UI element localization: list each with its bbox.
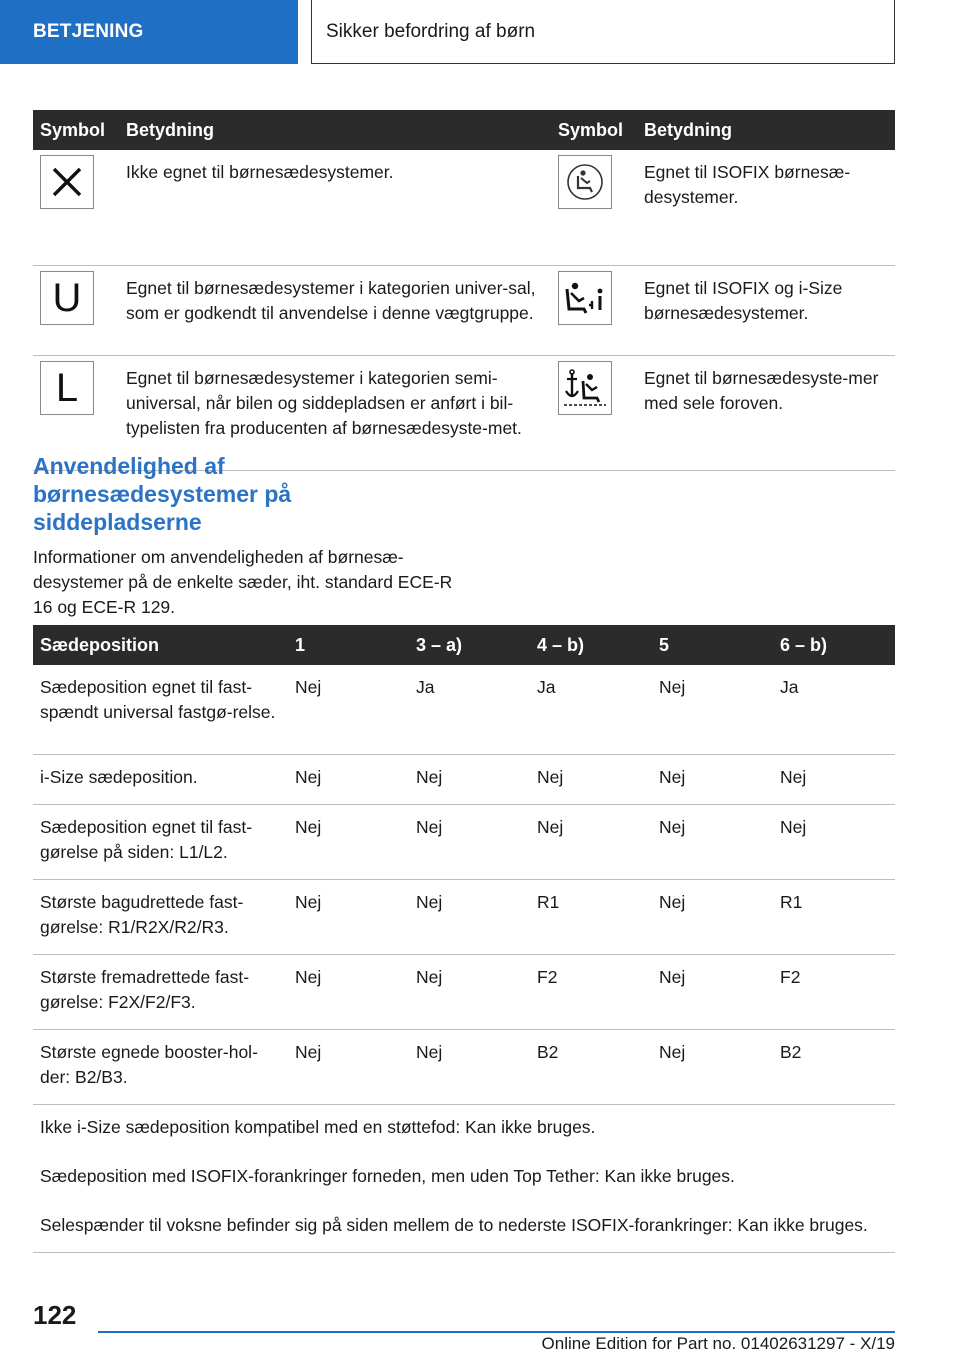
note-row xyxy=(33,1203,895,1253)
meaning-cell: Egnet til børnesædesystemer i kategorien univer-sal, som er godkendt til anvendelse i denne vægtgruppe. xyxy=(119,265,551,355)
position-table-header xyxy=(33,625,895,665)
column-header: 4 – b) xyxy=(530,625,652,665)
section-tab xyxy=(0,0,298,64)
table-cell: Nej xyxy=(773,804,895,879)
note-row xyxy=(33,1154,895,1203)
table-cell: F2 xyxy=(530,954,652,1029)
table-cell: Ja xyxy=(773,665,895,754)
table-cell: Nej xyxy=(409,1029,530,1104)
page-number: 122 xyxy=(33,1300,77,1330)
symbol-letter: U xyxy=(52,275,82,320)
seat-position-table xyxy=(33,625,895,1253)
meaning-cell: Ikke egnet til børnesædesystemer. xyxy=(119,150,551,265)
column-header: Symbol xyxy=(33,110,119,150)
table-note: Sædeposition med ISOFIX-forankringer forneden, men uden Top Tether: Kan ikke bruges. xyxy=(40,1165,735,1186)
table-cell: Nej xyxy=(652,954,773,1029)
symbol-cell xyxy=(551,355,637,470)
top-tether-seat-icon xyxy=(558,361,612,415)
table-cell: Nej xyxy=(409,954,530,1029)
column-header: Symbol xyxy=(551,110,637,150)
table-cell: Nej xyxy=(530,754,652,804)
column-header: 3 – a) xyxy=(409,625,530,665)
table-cell: R1 xyxy=(530,879,652,954)
table-row xyxy=(33,754,895,804)
table-cell: Nej xyxy=(652,804,773,879)
column-header: Sædeposition xyxy=(33,625,288,665)
symbol-table-header xyxy=(33,110,895,150)
table-cell: Nej xyxy=(288,754,409,804)
column-header: 6 – b) xyxy=(773,625,895,665)
table-cell: Nej xyxy=(288,879,409,954)
table-cell: R1 xyxy=(773,879,895,954)
row-label: Sædeposition egnet til fast-gørelse på siden: L1/L2. xyxy=(33,804,288,879)
symbol-table xyxy=(33,110,895,471)
cross-icon xyxy=(40,155,94,209)
table-cell: Nej xyxy=(652,665,773,754)
table-cell: Nej xyxy=(409,804,530,879)
chapter-header xyxy=(311,0,895,64)
table-cell: Nej xyxy=(530,804,652,879)
table-cell: Nej xyxy=(288,804,409,879)
table-cell: F2 xyxy=(773,954,895,1029)
table-cell: Nej xyxy=(288,954,409,1029)
table-row xyxy=(33,804,895,879)
table-row xyxy=(33,879,895,954)
table-row xyxy=(33,665,895,754)
row-label: Største fremadrettede fast-gørelse: F2X/F2/F3. xyxy=(33,954,288,1029)
footer-rule xyxy=(98,1331,895,1333)
column-header: Betydning xyxy=(119,110,551,150)
isofix-seat-icon xyxy=(558,155,612,209)
row-label: Sædeposition egnet til fast-spændt universal fastgø-relse. xyxy=(33,665,288,754)
table-cell: Ja xyxy=(530,665,652,754)
table-row xyxy=(33,954,895,1029)
table-row xyxy=(33,1029,895,1104)
table-cell: Nej xyxy=(652,879,773,954)
row-label: Største egnede booster-hol-der: B2/B3. xyxy=(33,1029,288,1104)
note-row xyxy=(33,1104,895,1154)
table-cell: B2 xyxy=(773,1029,895,1104)
meaning-cell: Egnet til børnesædesyste-mer med sele foroven. xyxy=(637,355,895,470)
chapter-title: Sikker befordring af børn xyxy=(326,20,536,42)
isize-seat-icon xyxy=(558,271,612,325)
table-cell: Nej xyxy=(288,1029,409,1104)
table-cell: Nej xyxy=(652,754,773,804)
table-row xyxy=(33,150,895,265)
table-cell: Nej xyxy=(409,879,530,954)
table-cell: Nej xyxy=(652,1029,773,1104)
symbol-cell xyxy=(551,265,637,355)
column-header: 5 xyxy=(652,625,773,665)
symbol-cell xyxy=(551,150,637,265)
letter-l-icon xyxy=(40,361,94,415)
intro-paragraph: Informationer om anvendeligheden af børnesæ-desystemer på de enkelte sæder, iht. standard ECE-R 16 og ECE-R 129. xyxy=(33,547,453,617)
meaning-cell: Egnet til ISOFIX børnesæ-desystemer. xyxy=(637,150,895,265)
meaning-cell: Egnet til ISOFIX og i-Size børnesædesystemer. xyxy=(637,265,895,355)
column-header: 1 xyxy=(288,625,409,665)
symbol-letter: L xyxy=(55,365,79,410)
table-cell: Ja xyxy=(409,665,530,754)
table-row xyxy=(33,265,895,355)
table-note: Selespænder til voksne befinder sig på siden mellem de to nederste ISOFIX-forankringer: Kan ikke bruges. xyxy=(33,1203,895,1253)
row-label: Største bagudrettede fast-gørelse: R1/R2X/R2/R3. xyxy=(33,879,288,954)
table-note: Ikke i-Size sædeposition kompatibel med en støttefod: Kan ikke bruges. xyxy=(40,1116,596,1137)
column-header: Betydning xyxy=(637,110,895,150)
edition-footer: Online Edition for Part no. 01402631297 - X/19 xyxy=(541,1334,895,1353)
meaning-cell: Egnet til børnesædesystemer i kategorien semi-universal, når bilen og siddepladsen er anført i bil-typelisten fra producenten af børnesædesyste-met. xyxy=(119,355,551,470)
symbol-cell xyxy=(33,265,119,355)
section-label: BETJENING xyxy=(33,21,144,42)
table-cell: Nej xyxy=(773,754,895,804)
row-label: i-Size sædeposition. xyxy=(33,754,288,804)
table-cell: B2 xyxy=(530,1029,652,1104)
table-cell: Nej xyxy=(288,665,409,754)
section-heading: Anvendelighed af børnesædesystemer på siddepladserne xyxy=(33,453,292,535)
letter-u-icon xyxy=(40,271,94,325)
symbol-cell xyxy=(33,150,119,265)
table-cell: Nej xyxy=(409,754,530,804)
